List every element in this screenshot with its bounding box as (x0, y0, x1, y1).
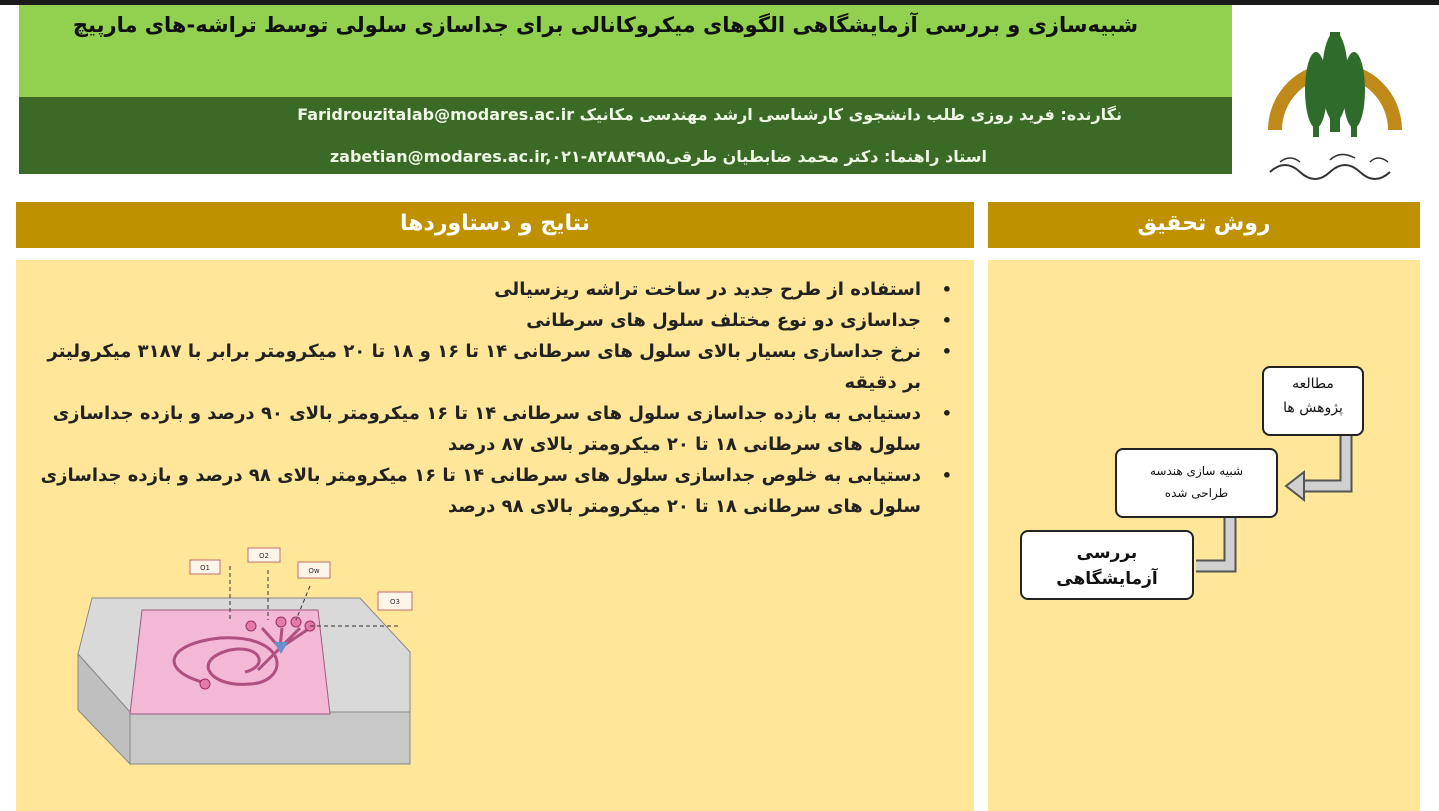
step-literature-review (1262, 366, 1364, 436)
results-heading: نتایج و دستاوردها (16, 202, 974, 248)
step1-line1: مطالعه (1292, 376, 1334, 392)
step1-line2: پژوهش ها (1283, 400, 1343, 416)
label-o3: O3 (390, 598, 400, 606)
step2-line2: طراحی شده (1164, 486, 1229, 500)
method-heading: روش تحقیق (988, 202, 1420, 248)
chip-diagram (70, 542, 430, 767)
step-simulation (1115, 448, 1278, 518)
list-item: • دستیابی به بازده جداسازی سلول های سرطانی ۱۴ تا ۱۶ میکرومتر بالای ۹۰ درصد و بازده جداسازی سلول های سرطانی ۱۸ تا ۲۰ میکرومتر بالای ۸۷ درصد (34, 398, 954, 460)
header-title-band (19, 5, 1232, 97)
list-item: • استفاده از طرح جدید در ساخت تراشه ریزسیالی (34, 274, 954, 305)
step2-line1: شبیه سازی هندسه (1150, 464, 1243, 478)
step3-line1: بررسی (1076, 543, 1138, 563)
poster-title: شبیه‌سازی و بررسی آزمایشگاهی الگوهای میکروکانالی برای جداسازی سلولی توسط تراشه‌-های مارپیچ (72, 13, 1139, 37)
header-info-band (19, 97, 1232, 174)
advisor-line: استاد راهنما: دکتر محمد ضابطیان طرقیzabetian@modares.ac.ir,۰۲۱-۸۲۸۸۴۹۸۵ (329, 147, 987, 166)
list-item: • جداسازی دو نوع مختلف سلول های سرطانی (34, 305, 954, 336)
list-item: • دستیابی به خلوص جداسازی سلول های سرطانی ۱۴ تا ۱۶ میکرومتر بالای ۹۸ درصد و بازده جداسازی سلول های سرطانی ۱۸ تا ۲۰ میکرومتر بالای ۹۸ درصد (34, 460, 954, 522)
results-list (34, 274, 954, 522)
step3-line2: آزمایشگاهی (1056, 569, 1158, 589)
university-logo (1260, 22, 1410, 184)
label-o1: O1 (200, 564, 210, 572)
label-ow: Ow (308, 567, 320, 575)
label-o2: O2 (259, 552, 269, 560)
author-line: نگارنده: فرید روزی طلب دانشجوی کارشناسی ارشد مهندسی مکانیک Faridrouzitalab@modares.ac.ir (297, 105, 1122, 124)
list-item: • نرخ جداسازی بسیار بالای سلول های سرطانی ۱۴ تا ۱۶ و ۱۸ تا ۲۰ میکرومتر برابر با ۳۱۸۷ میکرولیتر بر دقیقه (34, 336, 954, 398)
step-lab-study (1020, 530, 1194, 600)
